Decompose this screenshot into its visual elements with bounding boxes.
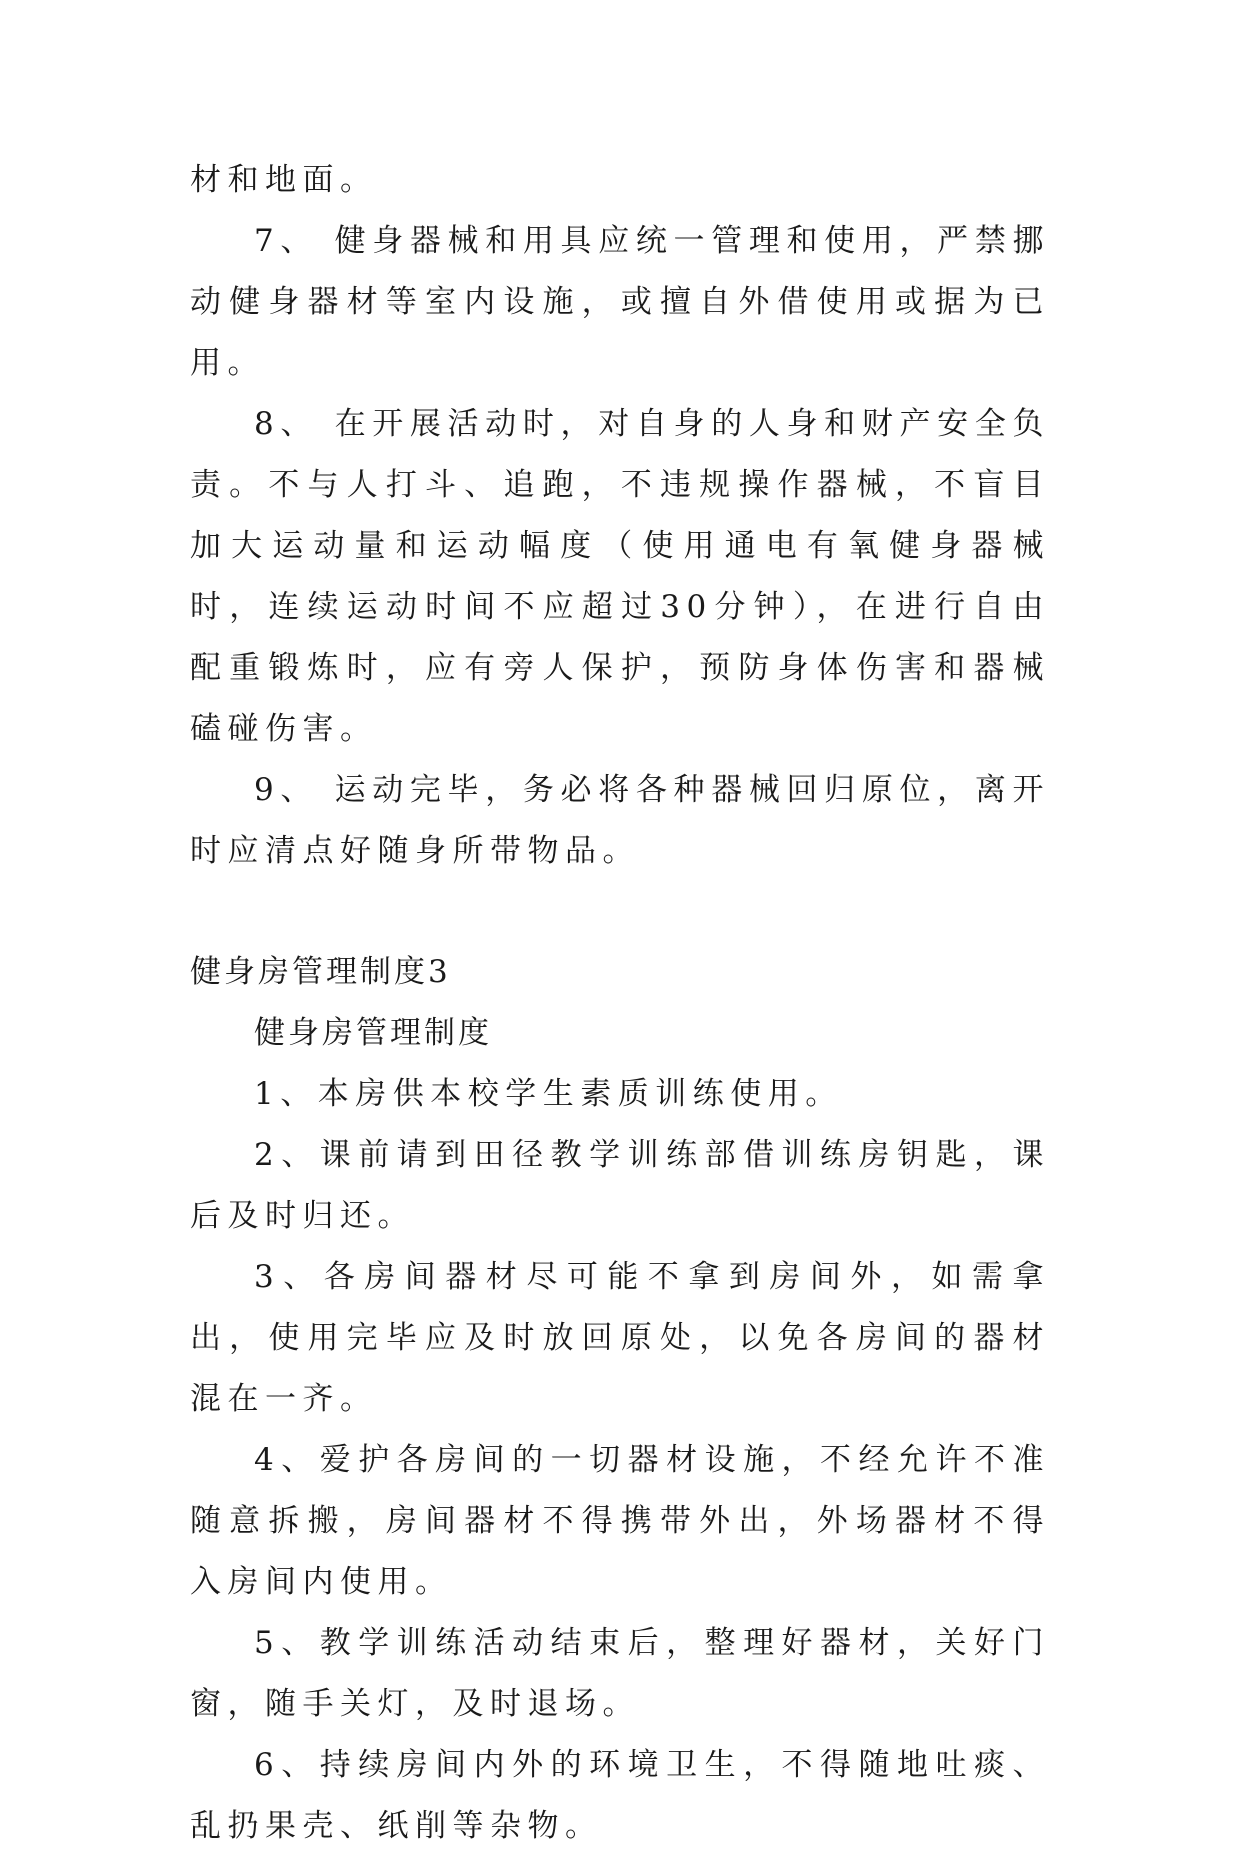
rule-item-1: 1、本房供本校学生素质训练使用。: [254, 1076, 843, 1112]
rule-item-5: 5、教学训练活动结束后，整理好器材，关好门窗，随手关灯，及时退场。: [190, 1625, 1050, 1722]
rule-item-6: 6、持续房间内外的环境卫生，不得随地吐痰、乱扔果壳、纸削等杂物。: [190, 1747, 1050, 1844]
section-heading: 健身房管理制度3: [190, 954, 451, 990]
section-subheading: 健身房管理制度: [254, 1015, 492, 1051]
paragraph-8: 8、 在开展活动时，对自身的人身和财产安全负责。不与人打斗、追跑，不违规操作器械，不盲目加大运动量和运动幅度（使用通电有氧健身器械时，连续运动时间不应超过30分钟），在进行自由配重锻炼时，应有旁人保护，预防身体伤害和器械磕碰伤害。: [190, 406, 1050, 747]
rule-item-4: 4、爱护各房间的一切器材设施，不经允许不准随意拆搬，房间器材不得携带外出，外场器材不得入房间内使用。: [190, 1442, 1050, 1600]
document-page: [190, 150, 1050, 1857]
rule-item-3: 3、各房间器材尽可能不拿到房间外，如需拿出，使用完毕应及时放回原处，以免各房间的器材混在一齐。: [190, 1259, 1050, 1417]
section-gap: [190, 882, 1050, 942]
paragraph-9: 9、 运动完毕，务必将各种器械回归原位，离开时应清点好随身所带物品。: [190, 772, 1050, 869]
rule-item-2: 2、课前请到田径教学训练部借训练房钥匙，课后及时归还。: [190, 1137, 1050, 1234]
paragraph-7: 7、 健身器械和用具应统一管理和使用，严禁挪动健身器材等室内设施，或擅自外借使用或据为已用。: [190, 223, 1050, 381]
paragraph-6-continuation: 材和地面。: [190, 162, 378, 198]
